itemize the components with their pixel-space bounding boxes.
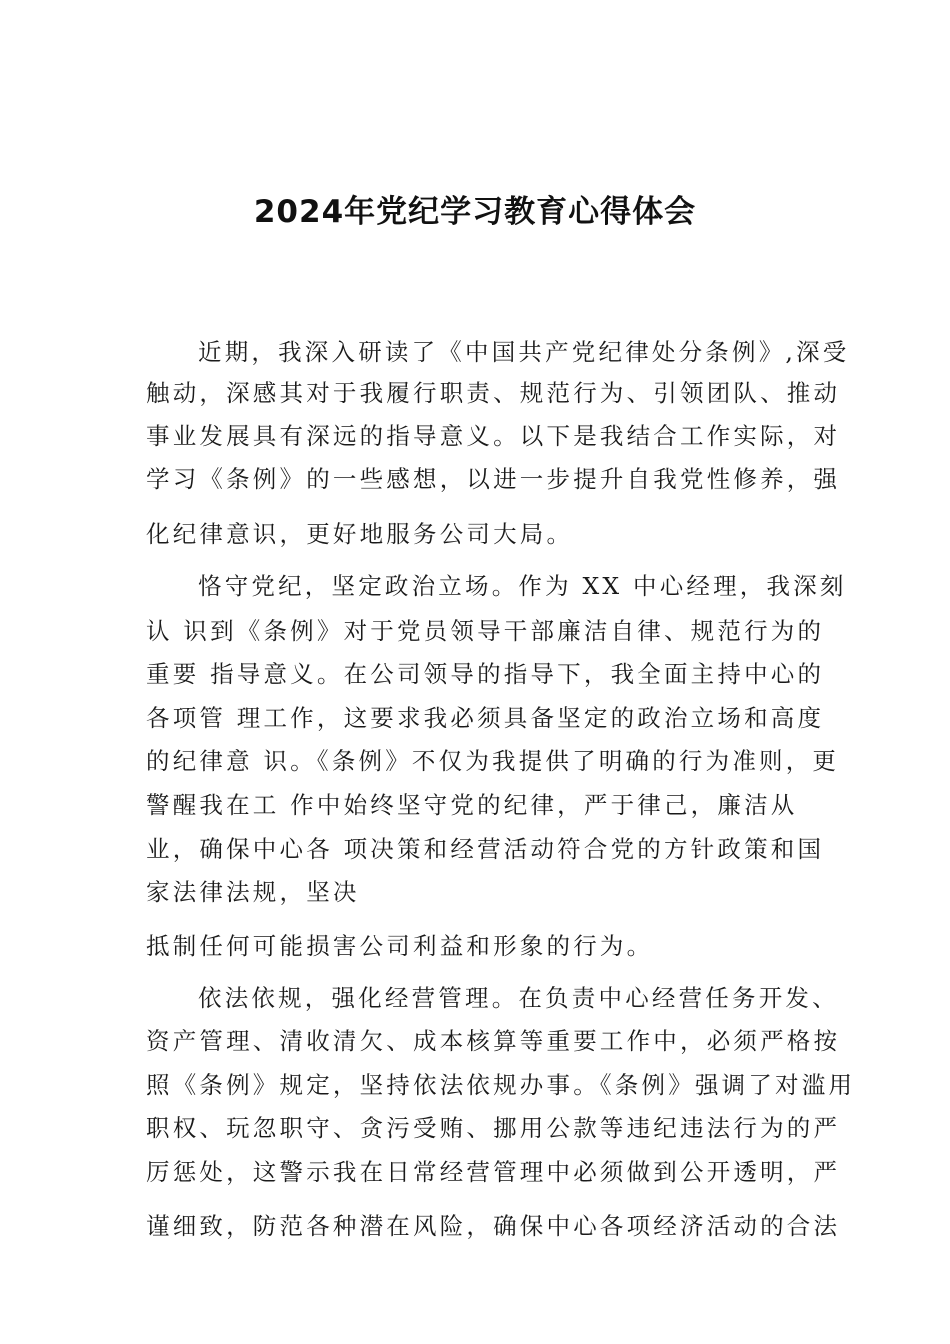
paragraph-2-line-6: 警醒我在工 作中始终坚守党的纪律，严于律己，廉洁从 — [146, 791, 798, 819]
paragraph-3-line-2: 资产管理、清收清欠、成本核算等重要工作中，必须严格按 — [146, 1027, 841, 1055]
paragraph-2-line-7: 业，确保中心各 项决策和经营活动符合党的方针政策和国 — [146, 835, 825, 863]
paragraph-2-line-9: 抵制任何可能损害公司利益和形象的行为。 — [146, 932, 654, 960]
paragraph-2-line-8: 家法律法规，坚决 — [146, 878, 360, 906]
paragraph-2-line-4: 各项管 理工作，这要求我必须具备坚定的政治立场和高度 — [146, 704, 825, 732]
paragraph-3-line-4: 职权、玩忽职守、贪污受贿、挪用公款等违纪违法行为的严 — [146, 1114, 841, 1142]
paragraph-3-line-5: 厉惩处，这警示我在日常经营管理中必须做到公开透明，严 — [146, 1158, 841, 1186]
paragraph-3-line-1: 依法依规，强化经营管理。在负责中心经营任务开发、 — [198, 984, 839, 1012]
paragraph-1-line-4: 学习《条例》的一些感想，以进一步提升自我党性修养，强 — [146, 465, 841, 493]
paragraph-1-line-2: 触动，深感其对于我履行职责、规范行为、引领团队、推动 — [146, 379, 841, 407]
paragraph-2-line-2: 认 识到《条例》对于党员领导干部廉洁自律、规范行为的 — [146, 617, 825, 645]
paragraph-1-line-1: 近期，我深入研读了《中国共产党纪律处分条例》,深受 — [198, 338, 850, 366]
paragraph-2-line-3: 重要 指导意义。在公司领导的指导下，我全面主持中心的 — [146, 660, 825, 688]
paragraph-3-line-3: 照《条例》规定，坚持依法依规办事。《条例》强调了对滥用 — [146, 1071, 856, 1099]
paragraph-1-line-3: 事业发展具有深远的指导意义。以下是我结合工作实际，对 — [146, 422, 841, 450]
paragraph-2-line-1: 恪守党纪，坚定政治立场。作为 XX 中心经理，我深刻 — [198, 572, 847, 600]
paragraph-2-line-5: 的纪律意 识。《条例》不仅为我提供了明确的行为准则，更 — [146, 747, 840, 775]
paragraph-3-line-6: 谨细致，防范各种潜在风险，确保中心各项经济活动的合法 — [146, 1212, 841, 1240]
document-title: 2024年党纪学习教育心得体会 — [253, 194, 697, 230]
paragraph-1-line-5: 化纪律意识，更好地服务公司大局。 — [146, 520, 574, 548]
